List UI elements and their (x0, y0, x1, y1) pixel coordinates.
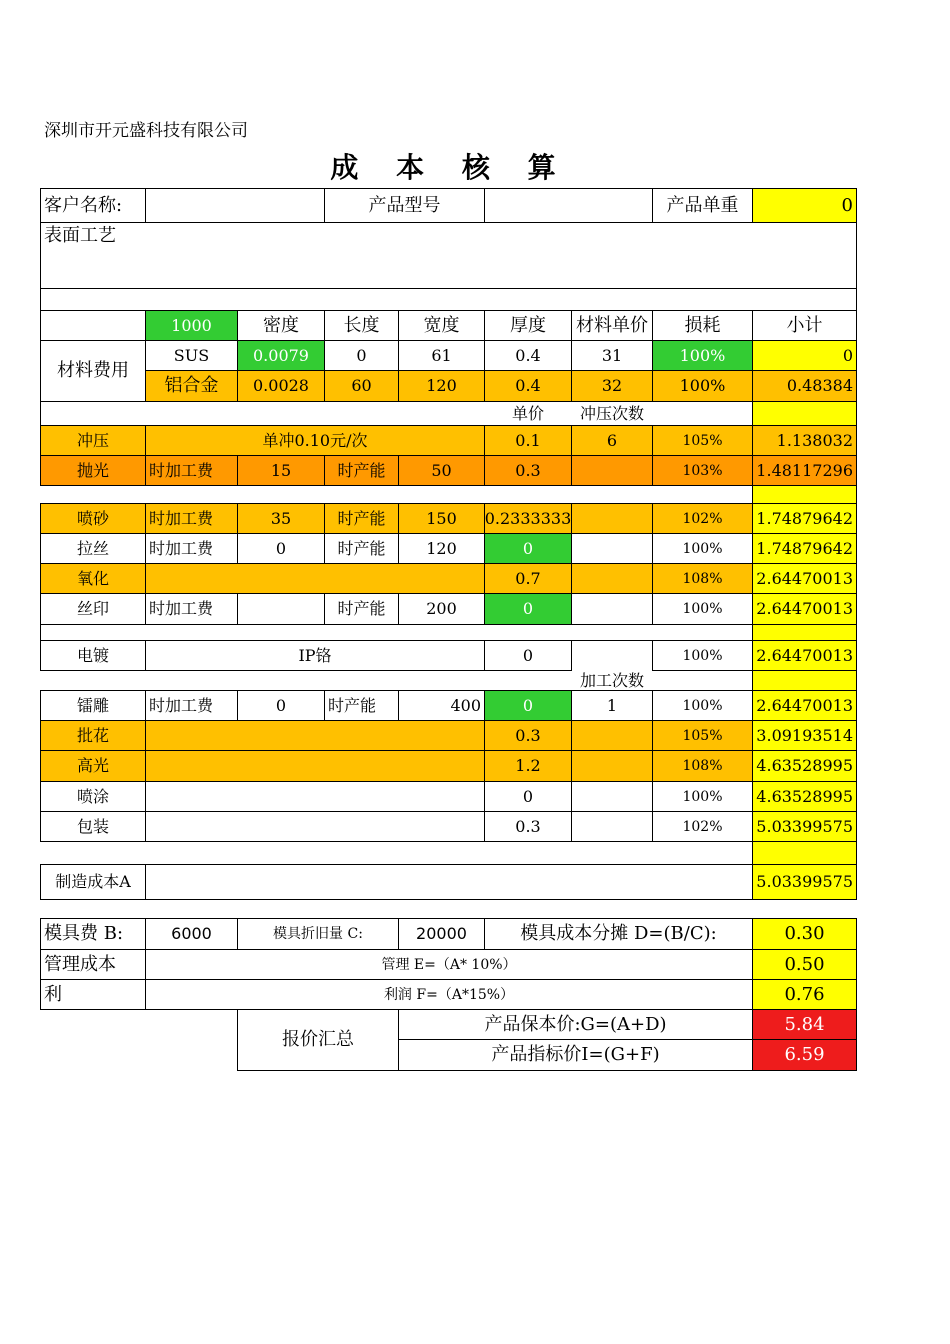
customer-input[interactable] (145, 188, 325, 223)
materials-label: 材料费用 (40, 340, 146, 402)
stamp-price[interactable]: 0.1 (484, 425, 572, 456)
brush-subtotal: 1.74879642 (752, 533, 857, 564)
subtotal-blank (752, 485, 857, 504)
sand-fee[interactable]: 35 (237, 503, 325, 534)
unit-price-cell[interactable]: 32 (571, 370, 653, 402)
stamp-count-header: 冲压次数 (579, 403, 644, 423)
silk-label: 丝印 (40, 593, 146, 625)
engrave-price: 0 (484, 690, 572, 721)
unit-price-header: 材料单价 (571, 310, 653, 341)
mgmt-label: 管理成本 (40, 949, 146, 980)
pack-loss[interactable]: 102% (652, 811, 753, 842)
surface-label[interactable]: 表面工艺 (40, 222, 857, 289)
silk-subtotal: 2.64470013 (752, 593, 857, 625)
batch-desc[interactable] (145, 720, 485, 751)
gap-row (40, 624, 753, 641)
subtotal-blank (752, 841, 857, 865)
loss-cell[interactable]: 100% (652, 340, 753, 371)
batch-price[interactable]: 0.3 (484, 720, 572, 751)
brush-price: 0 (484, 533, 572, 564)
brush-loss[interactable]: 100% (652, 533, 753, 564)
company-name: 深圳市开元盛科技有限公司 (44, 121, 248, 141)
sand-loss[interactable]: 102% (652, 503, 753, 534)
loss-header: 损耗 (652, 310, 753, 341)
thickness-cell[interactable]: 0.4 (484, 340, 572, 371)
base-price-label: 产品保本价:G=(A+D) (398, 1009, 753, 1040)
mold-label: 模具费 B: (40, 918, 146, 950)
hilight-label: 高光 (40, 750, 146, 782)
mold-value[interactable]: 6000 (145, 918, 238, 950)
loss-cell[interactable]: 100% (652, 370, 753, 402)
sand-subtotal: 1.74879642 (752, 503, 857, 534)
target-price-label: 产品指标价I=(G+F) (398, 1039, 753, 1071)
pack-desc[interactable] (145, 811, 485, 842)
oxide-count (571, 563, 653, 594)
profit-value: 0.76 (752, 979, 857, 1010)
brush-cap[interactable]: 120 (398, 533, 485, 564)
stamp-count[interactable]: 6 (571, 425, 653, 456)
batch-count (571, 720, 653, 751)
stamp-label: 冲压 (40, 425, 146, 456)
plating-loss[interactable]: 100% (652, 640, 753, 671)
manufacturing-label: 制造成本A (40, 864, 146, 900)
engrave-fee[interactable]: 0 (237, 690, 325, 721)
pack-label: 包装 (40, 811, 146, 842)
length-cell[interactable]: 60 (324, 370, 399, 402)
batch-loss[interactable]: 105% (652, 720, 753, 751)
share-label: 模具成本分摊 D=(B/C): (484, 918, 753, 950)
engrave-label: 镭雕 (40, 690, 146, 721)
paint-desc[interactable] (145, 781, 485, 812)
weight-label: 产品单重 (652, 188, 753, 223)
share-value: 0.30 (752, 918, 857, 950)
silk-cap[interactable]: 200 (398, 593, 485, 625)
model-input[interactable] (484, 188, 653, 223)
polish-subtotal: 1.48117296 (752, 455, 857, 486)
manufacturing-value: 5.03399575 (752, 864, 857, 900)
customer-label: 客户名称: (40, 188, 146, 223)
material-name[interactable]: 铝合金 (145, 370, 238, 402)
polish-fee-label: 时加工费 (145, 455, 238, 486)
subtotal-cell[interactable]: 0 (752, 340, 857, 371)
silk-count (571, 593, 653, 625)
thickness-header: 厚度 (484, 310, 572, 341)
subtotal-header: 小计 (752, 310, 857, 341)
paint-subtotal: 4.63528995 (752, 781, 857, 812)
plating-label: 电镀 (40, 640, 146, 671)
base-price-value: 5.84 (752, 1009, 857, 1040)
stamp-subtotal: 1.138032 (752, 425, 857, 456)
plating-price[interactable]: 0 (484, 640, 572, 671)
polish-cap[interactable]: 50 (398, 455, 485, 486)
model-label: 产品型号 (324, 188, 485, 223)
density-cell[interactable]: 0.0079 (237, 340, 325, 371)
width-cell[interactable]: 120 (398, 370, 485, 402)
unit-price-cell[interactable]: 31 (571, 340, 653, 371)
paint-loss[interactable]: 100% (652, 781, 753, 812)
silk-price: 0 (484, 593, 572, 625)
sand-fee-label: 时加工费 (145, 503, 238, 534)
batch-label: 批花 (40, 720, 146, 751)
oxide-desc[interactable] (145, 563, 485, 594)
profit-formula: 利润 F=（A*15%） (145, 979, 753, 1010)
engrave-cap-label: 时产能 (324, 690, 399, 721)
brush-label: 拉丝 (40, 533, 146, 564)
sand-price: 0.2333333 (484, 503, 572, 534)
sand-label: 喷砂 (40, 503, 146, 534)
oxide-subtotal: 2.64470013 (752, 563, 857, 594)
length-cell[interactable]: 0 (324, 340, 399, 371)
polish-price: 0.3 (484, 455, 572, 486)
hilight-count (571, 750, 653, 782)
material-name[interactable]: SUS (145, 340, 238, 371)
subtotal-blank (752, 401, 857, 426)
silk-fee-label: 时加工费 (145, 593, 238, 625)
weight-value[interactable]: 0 (752, 188, 857, 223)
polish-count (571, 455, 653, 486)
sand-count (571, 503, 653, 534)
oxide-label: 氧化 (40, 563, 146, 594)
silk-fee[interactable] (237, 593, 325, 625)
subtotal-blank (752, 670, 857, 691)
width-cell[interactable]: 61 (398, 340, 485, 371)
plating-count (571, 640, 653, 671)
paint-count (571, 781, 653, 812)
silk-loss[interactable]: 100% (652, 593, 753, 625)
blank-header (40, 310, 146, 341)
spacer-row (40, 288, 857, 311)
width-header: 宽度 (398, 310, 485, 341)
plating-desc[interactable]: IP铬 (145, 640, 485, 671)
pack-subtotal: 5.03399575 (752, 811, 857, 842)
pack-price[interactable]: 0.3 (484, 811, 572, 842)
stamp-desc[interactable]: 单冲0.10元/次 (145, 425, 485, 456)
plating-subtotal: 2.64470013 (752, 640, 857, 671)
depr-value[interactable]: 20000 (398, 918, 485, 950)
polish-cap-label: 时产能 (324, 455, 399, 486)
process-count-header: 加工次数 (579, 670, 644, 690)
profit-label: 利 (40, 979, 146, 1010)
stamp-loss[interactable]: 105% (652, 425, 753, 456)
hilight-desc[interactable] (145, 750, 485, 782)
polish-loss[interactable]: 103% (652, 455, 753, 486)
polish-fee[interactable]: 15 (237, 455, 325, 486)
engrave-loss[interactable]: 100% (652, 690, 753, 721)
engrave-count[interactable]: 1 (571, 690, 653, 721)
target-price-value: 6.59 (752, 1039, 857, 1071)
hilight-price[interactable]: 1.2 (484, 750, 572, 782)
subtotal-cell[interactable]: 0.48384 (752, 370, 857, 402)
oxide-loss[interactable]: 108% (652, 563, 753, 594)
oxide-price[interactable]: 0.7 (484, 563, 572, 594)
paint-label: 喷涂 (40, 781, 146, 812)
pack-count (571, 811, 653, 842)
polish-label: 抛光 (40, 455, 146, 486)
paint-price[interactable]: 0 (484, 781, 572, 812)
unit-price-subheader: 单价 (511, 403, 544, 423)
hilight-loss[interactable]: 108% (652, 750, 753, 782)
depr-label: 模具折旧量 C: (237, 918, 399, 950)
brush-fee[interactable]: 0 (237, 533, 325, 564)
engrave-subtotal: 2.64470013 (752, 690, 857, 721)
length-header: 长度 (324, 310, 399, 341)
mgmt-formula: 管理 E=（A* 10%） (145, 949, 753, 980)
hilight-subtotal: 4.63528995 (752, 750, 857, 782)
sand-cap[interactable]: 150 (398, 503, 485, 534)
thickness-cell[interactable]: 0.4 (484, 370, 572, 402)
batch-subtotal: 3.09193514 (752, 720, 857, 751)
brush-count (571, 533, 653, 564)
silk-cap-label: 时产能 (324, 593, 399, 625)
manufacturing-blank (145, 864, 753, 900)
qty-cell[interactable]: 1000 (145, 310, 238, 341)
density-cell[interactable]: 0.0028 (237, 370, 325, 402)
mgmt-value: 0.50 (752, 949, 857, 980)
sand-cap-label: 时产能 (324, 503, 399, 534)
subtotal-blank (752, 624, 857, 641)
brush-fee-label: 时加工费 (145, 533, 238, 564)
engrave-fee-label: 时加工费 (145, 690, 238, 721)
brush-cap-label: 时产能 (324, 533, 399, 564)
page-title: 成 本 核 算 (330, 151, 570, 184)
density-header: 密度 (237, 310, 325, 341)
engrave-cap[interactable]: 400 (398, 690, 485, 721)
quote-label: 报价汇总 (237, 1009, 399, 1071)
